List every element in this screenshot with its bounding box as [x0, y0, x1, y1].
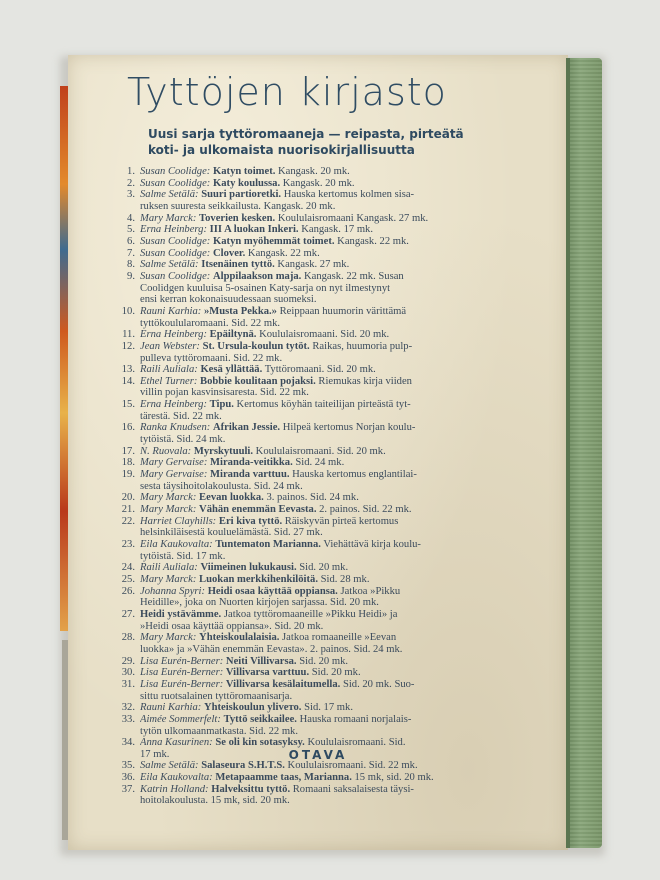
book-description — [140, 306, 558, 329]
book-details-continued: pulleva tyttöromaani. Sid. 22 mk. — [140, 352, 283, 364]
book-number: 31. — [121, 678, 135, 690]
book-entry — [88, 236, 558, 248]
book-details: Tyttöromaani. Sid. 20 mk. — [262, 364, 376, 376]
book-details-continued: hoitolakoulusta. 15 mk, sid. 20 mk. — [140, 795, 290, 807]
book-title: Tuntematon Marianna. — [215, 539, 321, 550]
book-entry — [88, 189, 558, 212]
book-entry — [88, 714, 558, 737]
book-spine — [566, 58, 602, 848]
book-title: Metapaamme taas, Marianna. — [215, 772, 352, 784]
book-entry — [88, 702, 558, 714]
book-details: Koululaisromaani. Sid. — [304, 737, 406, 749]
book-details: Koululaisromaani. Sid. 22 mk. — [284, 760, 418, 772]
book-details: Koululaisromaani Kangask. 27 mk. — [275, 212, 429, 224]
book-description — [140, 166, 558, 178]
book-details: Sid. 24 mk. — [292, 457, 345, 469]
book-number: 34. — [121, 737, 135, 749]
book-description — [140, 772, 558, 784]
book-author: Mary Gervaise: — [140, 469, 208, 481]
book-number: 30. — [121, 667, 135, 679]
book-description — [140, 760, 558, 772]
book-details: Hauska kertomus kolmen sisa- — [281, 189, 415, 201]
book-title: Miranda varttuu. — [210, 469, 290, 481]
book-description — [140, 189, 558, 212]
book-title: Tyttö seikkailee. — [223, 713, 297, 725]
book-number: 2. — [127, 177, 135, 189]
book-details: Koululaisromaani. Sid. 20 mk. — [253, 445, 386, 457]
book-author: Mary Gervaise: — [140, 457, 208, 469]
book-details: Sid. 20 mk. — [309, 667, 361, 679]
book-number: 11. — [122, 329, 135, 341]
book-author: Aimée Sommerfelt: — [140, 713, 221, 725]
book-entry — [88, 259, 558, 271]
publisher-name: OTAVA — [288, 748, 348, 762]
book-description — [140, 341, 558, 364]
book-description — [140, 784, 558, 807]
book-description — [140, 236, 558, 248]
book-details: Hauska romaani norjalais- — [296, 713, 412, 725]
book-title: Eevan luokka. — [199, 492, 264, 504]
book-details: Romaani saksalaisesta täysi- — [290, 783, 414, 795]
book-details: Sid. 28 mk. — [317, 573, 370, 585]
book-description — [140, 422, 558, 445]
series-title: Tyttöjen kirjasto — [127, 70, 447, 114]
book-details: Riemukas kirja viiden — [315, 375, 412, 387]
book-entry — [88, 656, 558, 668]
book-number: 33. — [121, 713, 135, 725]
book-title: Luokan merkkihenkilöitä. — [199, 573, 318, 585]
book-description — [140, 213, 558, 225]
book-details: 2. painos. Sid. 22 mk. — [316, 504, 412, 516]
book-entry — [88, 213, 558, 225]
book-number: 20. — [121, 492, 135, 504]
book-author: Mary Marck: — [140, 632, 197, 644]
book-author: N. Ruovala: — [140, 445, 192, 457]
book-details: Kangask. 22 mk. Susan — [301, 270, 404, 282]
book-author: Rauni Karhia: — [140, 305, 202, 317]
book-author: Susan Coolidge: — [140, 177, 211, 189]
book-number: 18. — [121, 457, 135, 469]
book-title: Suuri partioretki. — [201, 189, 282, 201]
book-spine-rim — [566, 58, 570, 848]
book-number: 17. — [121, 445, 135, 457]
book-details-continued: tytön ulkomaanmatkasta. Sid. 22 mk. — [140, 725, 299, 737]
book-author: Lisa Eurén-Berner: — [140, 667, 224, 679]
book-title: Villivarsa varttuu. — [225, 667, 310, 679]
book-title: Vähän enemmän Eevasta. — [199, 504, 317, 516]
book-number: 13. — [121, 364, 135, 376]
book-description — [140, 399, 558, 422]
book-number: 1. — [127, 166, 135, 177]
book-description — [140, 504, 558, 516]
book-entry — [88, 457, 558, 469]
book-description — [140, 714, 558, 737]
book-description — [140, 271, 558, 306]
book-title: Afrikan Jessie. — [212, 422, 281, 434]
book-author: Lisa Eurén-Berner: — [140, 678, 224, 690]
book-author: Salme Setälä: — [140, 189, 199, 201]
book-author: Salme Setälä: — [140, 259, 199, 271]
book-details-continued: tärestä. Sid. 22 mk. — [140, 410, 222, 422]
book-details-continued: sittu ruotsalainen tyttöromaanisarja. — [140, 690, 293, 702]
book-title: Se oli kin sotasyksy. — [215, 737, 305, 749]
book-title: Villivarsa kesälaitumella. — [225, 678, 341, 690]
book-entry — [88, 784, 558, 807]
book-number: 6. — [127, 235, 135, 247]
book-list — [88, 166, 558, 807]
book-details: Kertomus köyhän taiteilijan pirteästä tyt- — [233, 399, 411, 411]
book-description — [140, 679, 558, 702]
book-number: 21. — [121, 504, 135, 516]
book-title: Bobbie koulitaan pojaksi. — [200, 375, 316, 387]
book-number: 24. — [121, 562, 135, 574]
book-author: Eila Kaukovalta: — [140, 772, 213, 784]
book-entry — [88, 504, 558, 516]
subtitle-line: Uusi sarja tyttöromaaneja — reipasta, pirteätä — [148, 127, 464, 141]
book-title: Heidi ystävämme. — [140, 608, 222, 620]
book-number: 12. — [121, 340, 135, 352]
book-description — [140, 446, 558, 458]
book-author: Susan Coolidge: — [140, 235, 211, 247]
series-subtitle — [148, 126, 548, 158]
book-author: Katrin Holland: — [140, 783, 209, 795]
book-details: Jatkoa »Pikku — [337, 585, 401, 597]
book-author: Salme Setälä: — [140, 760, 199, 772]
book-title: Itsenäinen tyttö. — [201, 259, 275, 271]
book-description — [140, 259, 558, 271]
book-entry — [88, 679, 558, 702]
book-number: 5. — [127, 224, 135, 236]
book-entry — [88, 178, 558, 190]
book-author: Anna Kasurinen: — [140, 737, 213, 749]
book-details-continued: 17 mk. — [140, 748, 170, 760]
book-title: »Musta Pekka.» — [203, 305, 277, 317]
book-entry — [88, 469, 558, 492]
book-details-continued: helsinkiläisestä kouluelämästä. Sid. 27 mk. — [140, 527, 323, 539]
book-number: 19. — [121, 469, 135, 481]
book-entry — [88, 224, 558, 236]
book-title: Neiti Villivarsa. — [225, 655, 297, 667]
book-details-continued: tyttökoulularomaani. Sid. 22 mk. — [140, 317, 281, 329]
book-details: Sid. 20 mk. — [296, 562, 349, 574]
book-entry — [88, 248, 558, 260]
book-title: Katyn toimet. — [213, 166, 276, 177]
book-number: 3. — [127, 189, 135, 201]
book-details-continued: tytöistä. Sid. 17 mk. — [140, 550, 226, 562]
book-details-continued: luokka» ja »Vähän enemmän Eevasta». 2. painos. Sid. 24 mk. — [140, 643, 403, 655]
book-description — [140, 492, 558, 504]
book-author: Mary Marck: — [140, 573, 197, 585]
book-description — [140, 224, 558, 236]
book-author: Susan Coolidge: — [140, 166, 211, 177]
book-number: 9. — [127, 270, 135, 282]
book-title: Alppilaakson maja. — [213, 270, 302, 282]
book-number: 15. — [121, 399, 135, 411]
book-number: 7. — [127, 247, 135, 259]
book-description — [140, 178, 558, 190]
book-entry — [88, 329, 558, 341]
book-author: Jean Webster: — [140, 340, 200, 352]
book-details: Jatkoa romaaneille »Eevan — [279, 632, 397, 644]
book-number: 35. — [121, 760, 135, 772]
book-description — [140, 574, 558, 586]
book-details: Reippaan huumorin värittämä — [276, 305, 407, 317]
book-details: Kangask. 20 mk. — [275, 166, 350, 177]
book-number: 28. — [121, 632, 135, 644]
book-title: Katyn myöhemmät toimet. — [213, 235, 335, 247]
book-number: 36. — [121, 772, 135, 784]
book-title: Myrskytuuli. — [193, 445, 254, 457]
book-author: Mary Marck: — [140, 492, 197, 504]
book-entry — [88, 516, 558, 539]
book-entry — [88, 609, 558, 632]
book-number: 26. — [121, 585, 135, 597]
book-author: Mary Marck: — [140, 504, 197, 516]
book-entry — [88, 574, 558, 586]
book-details-continued: »Heidi osaa käyttää oppiansa». Sid. 20 mk. — [140, 620, 324, 632]
book-details: Raikas, huumoria pulp- — [309, 340, 413, 352]
book-title: Yhteiskoulalaisia. — [199, 632, 280, 644]
book-entry — [88, 341, 558, 364]
book-entry — [88, 760, 558, 772]
book-description — [140, 469, 558, 492]
book-title: Halveksittu tyttö. — [211, 783, 291, 795]
book-title: Epäiltynä. — [209, 329, 257, 341]
book-entry — [88, 364, 558, 376]
book-details: Kangask. 27 mk. — [274, 259, 350, 271]
book-title: Tipu. — [209, 399, 234, 411]
book-author: Erna Heinberg: — [140, 224, 207, 236]
book-description — [140, 702, 558, 714]
book-author: Susan Coolidge: — [140, 247, 211, 259]
book-author: Johanna Spyri: — [140, 585, 206, 597]
book-details: Kangask. 22 mk. — [245, 247, 320, 259]
book-description — [140, 376, 558, 399]
book-author: Ethel Turner: — [140, 375, 198, 387]
book-number: 27. — [121, 608, 135, 620]
book-author: Eila Kaukovalta: — [140, 539, 213, 550]
book-title: Eri kiva tyttö. — [218, 515, 283, 527]
book-details: Kangask. 22 mk. — [334, 235, 409, 247]
book-description — [140, 656, 558, 668]
book-entry — [88, 399, 558, 422]
book-details-continued: ensi kerran kokonaisuudessaan suomeksi. — [140, 294, 317, 306]
book-title: Kesä yllättää. — [200, 364, 263, 376]
book-description — [140, 329, 558, 341]
book-author: Raili Auliala: — [140, 364, 198, 376]
book-details: Hauska kertomus englantilai- — [289, 469, 417, 481]
book-entry — [88, 166, 558, 178]
book-number: 23. — [121, 539, 135, 550]
book-entry — [88, 772, 558, 784]
book-details: 15 mk, sid. 20 mk. — [351, 772, 434, 784]
book-number: 37. — [121, 783, 135, 795]
book-title: Yhteiskoulun ylivето. — [203, 702, 302, 714]
book-description — [140, 562, 558, 574]
book-author: Harriet Clayhills: — [140, 515, 217, 527]
book-author: Rauni Karhia: — [140, 702, 202, 714]
book-details: Viehättävä kirja koulu- — [320, 539, 421, 550]
book-details-continued: Heidille», joka on Nuorten kirjojen sarjassa. Sid. 20 mk. — [140, 597, 379, 609]
book-entry — [88, 539, 558, 562]
book-entry — [88, 492, 558, 504]
book-title: Miranda-veitikka. — [210, 457, 293, 469]
book-number: 32. — [121, 702, 135, 714]
book-description — [140, 457, 558, 469]
book-number: 14. — [121, 375, 135, 387]
book-entry — [88, 667, 558, 679]
book-description — [140, 632, 558, 655]
book-description — [140, 248, 558, 260]
book-details-continued: Coolidgen kuuluisa 5-osainen Katy-sarja on nyt ilmestynyt — [140, 282, 391, 294]
book-title: Heidi osaa käyttää oppiansa. — [207, 585, 338, 597]
book-details-continued: sesta täysihoitolakoulusta. Sid. 24 mk. — [140, 480, 303, 492]
book-author: Erna Heinberg: — [140, 399, 207, 411]
book-author: Lisa Eurén-Berner: — [140, 655, 224, 667]
book-title: Clover. — [213, 247, 246, 259]
book-author: Mary Marck: — [140, 212, 197, 224]
book-number: 4. — [127, 212, 135, 224]
book-title: Salaseura S.H.T.S. — [201, 760, 285, 772]
book-title: Toverien kesken. — [199, 212, 276, 224]
book-details-continued: ruksen suuresta seikkailusta. Kangask. 20 mk. — [140, 200, 336, 212]
book-entry — [88, 422, 558, 445]
book-title: III A luokan Inkeri. — [209, 224, 299, 236]
book-entry — [88, 446, 558, 458]
book-details: Hilpeä kertomus Norjan koulu- — [280, 422, 416, 434]
book-number: 29. — [121, 655, 135, 667]
book-author: Ranka Knudsen: — [140, 422, 211, 434]
book-number: 10. — [121, 305, 135, 317]
book-details: Koululaisromaani. Sid. 20 mk. — [256, 329, 390, 341]
book-description — [140, 516, 558, 539]
book-number: 25. — [121, 573, 135, 585]
book-title: St. Ursula-koulun tytöt. — [202, 340, 310, 352]
book-description — [140, 364, 558, 376]
book-author: Raili Auliala: — [140, 562, 198, 574]
book-details-continued: tytöistä. Sid. 24 mk. — [140, 434, 226, 446]
book-entry — [88, 632, 558, 655]
book-entry — [88, 586, 558, 609]
book-title: Viimeinen lukukausi. — [200, 562, 297, 574]
book-number: 16. — [121, 422, 135, 434]
book-details: Sid. 20 mk. Suo- — [340, 678, 415, 690]
book-number: 8. — [127, 259, 135, 271]
book-entry — [88, 306, 558, 329]
book-details: Kangask. 17 mk. — [298, 224, 374, 236]
book-description — [140, 539, 558, 562]
book-details-continued: villin pojan kasvinsisaresta. Sid. 22 mk. — [140, 387, 309, 399]
book-description — [140, 667, 558, 679]
book-entry — [88, 376, 558, 399]
book-title: Katy koulussa. — [213, 177, 281, 189]
book-details: Sid. 20 mk. — [296, 655, 349, 667]
book-entry — [88, 271, 558, 306]
book-details: Sid. 17 mk. — [301, 702, 353, 714]
book-description — [140, 609, 558, 632]
book-details: Kangask. 20 mk. — [280, 177, 355, 189]
book-author: Susan Coolidge: — [140, 270, 211, 282]
book-entry — [88, 562, 558, 574]
subtitle-line: koti- ja ulkomaista nuorisokirjallisuutta — [148, 143, 415, 157]
book-author: Erna Heinberg: — [140, 329, 207, 341]
book-description — [140, 586, 558, 609]
book-details: Jatkoa tyttöromaaneille »Pikku Heidi» ja — [221, 608, 398, 620]
book-number: 22. — [121, 515, 135, 527]
book-details: Räiskyvän pirteä kertomus — [282, 515, 399, 527]
book-details: 3. painos. Sid. 24 mk. — [263, 492, 359, 504]
